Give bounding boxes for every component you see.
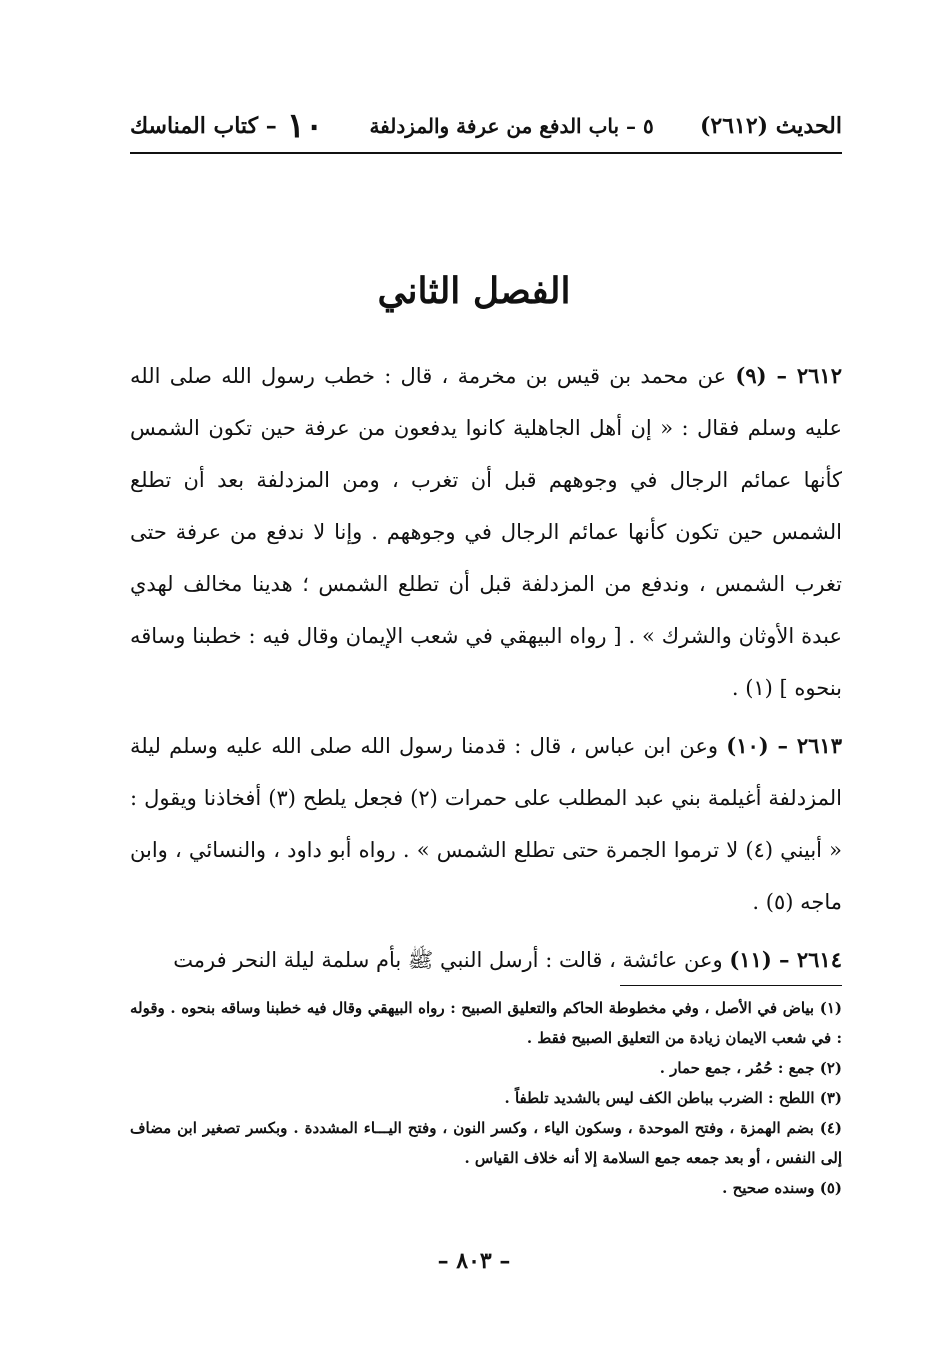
header-divider <box>130 152 842 154</box>
footnotes <box>130 993 842 1203</box>
page-number: – ٨٠٣ – <box>437 1248 511 1274</box>
footnote-divider <box>620 985 842 986</box>
footnote: (٣) اللطح : الضرب بباطن الكف ليس بالشديد تلطفاً . <box>504 1089 842 1107</box>
section-title: الفصل الثاني <box>377 270 571 312</box>
hadith-text: عن محمد بن قيس بن مخرمة ، قال : خطب رسول الله صلى الله عليه وسلم فقال : « إن أهل الجاهلية كانوا يدفعون من عرفة حين تكون الشمس كأنها عمائم الرجال في وجوههم قبل أن تغرب ، ومن المزدلفة بعد أن تطلع الشمس حين تكون كأنها عمائم الرجال في وجوههم . وإنا لا ندفع من عرفة حتى تغرب الشمس ، وندفع من المزدلفة قبل أن تطلع الشمس ؛ هدينا مخالف لهدي عبدة الأوثان والشرك » . [ رواه البيهقي في شعب الإيمان وقال فيه : خطبنا وساقه بنحوه ] (١) . <box>130 364 842 700</box>
hadith-paragraph <box>130 934 842 986</box>
chapter-title: ٥ – باب الدفع من عرفة والمزدلفة <box>369 114 654 138</box>
footnote: (٢) جمع : حُمُر ، جمع حمار . <box>659 1059 842 1077</box>
header-book <box>130 106 323 146</box>
main-text <box>130 350 842 992</box>
footnote: (٤) بضم الهمزة ، وفتح الموحدة ، وسكون الياء ، وكسر النون ، وفتح اليـــاء المشددة . وبكسر تصغير ابن مضاف إلى النفس ، أو بعد جمعه جمع السلامة إلا أنه خلاف القياس . <box>130 1119 842 1167</box>
running-header <box>130 106 842 146</box>
hadith-number: ٢٦١٤ – (١١) <box>729 947 842 972</box>
book-title: – كتاب المناسك <box>130 113 277 139</box>
book-number: ١٠ <box>286 106 324 146</box>
footnote: (١) بياض في الأصل ، وفي مخطوطة الحاكم والتعليق الصبيح : رواه البيهقي وقال فيه خطبنا وساقه بنحوه . وقوله : في شعب الايمان زيادة من التعليق الصبيح فقط . <box>130 999 842 1047</box>
footnote: (٥) وسنده صحيح . <box>722 1179 842 1197</box>
hadith-range: الحديث (٢٦١٢) <box>699 113 842 139</box>
hadith-number: ٢٦١٢ – (٩) <box>735 363 842 388</box>
hadith-text: وعن ابن عباس ، قال : قدمنا رسول الله صلى الله عليه وسلم ليلة المزدلفة أغيلمة بني عبد المطلب على حمرات (٢) فجعل يلطح (٣) أفخاذنا ويقول : « أبيني (٤) لا ترموا الجمرة حتى تطلع الشمس » . رواه أبو داود ، والنسائي ، وابن ماجه (٥) . <box>130 734 843 914</box>
hadith-paragraph <box>130 720 842 928</box>
hadith-paragraph <box>130 350 842 714</box>
hadith-number: ٢٦١٣ – (١٠) <box>726 733 842 758</box>
hadith-text: وعن عائشة ، قالت : أرسل النبي ﷺ بأم سلمة ليلة النحر فرمت <box>173 948 723 972</box>
